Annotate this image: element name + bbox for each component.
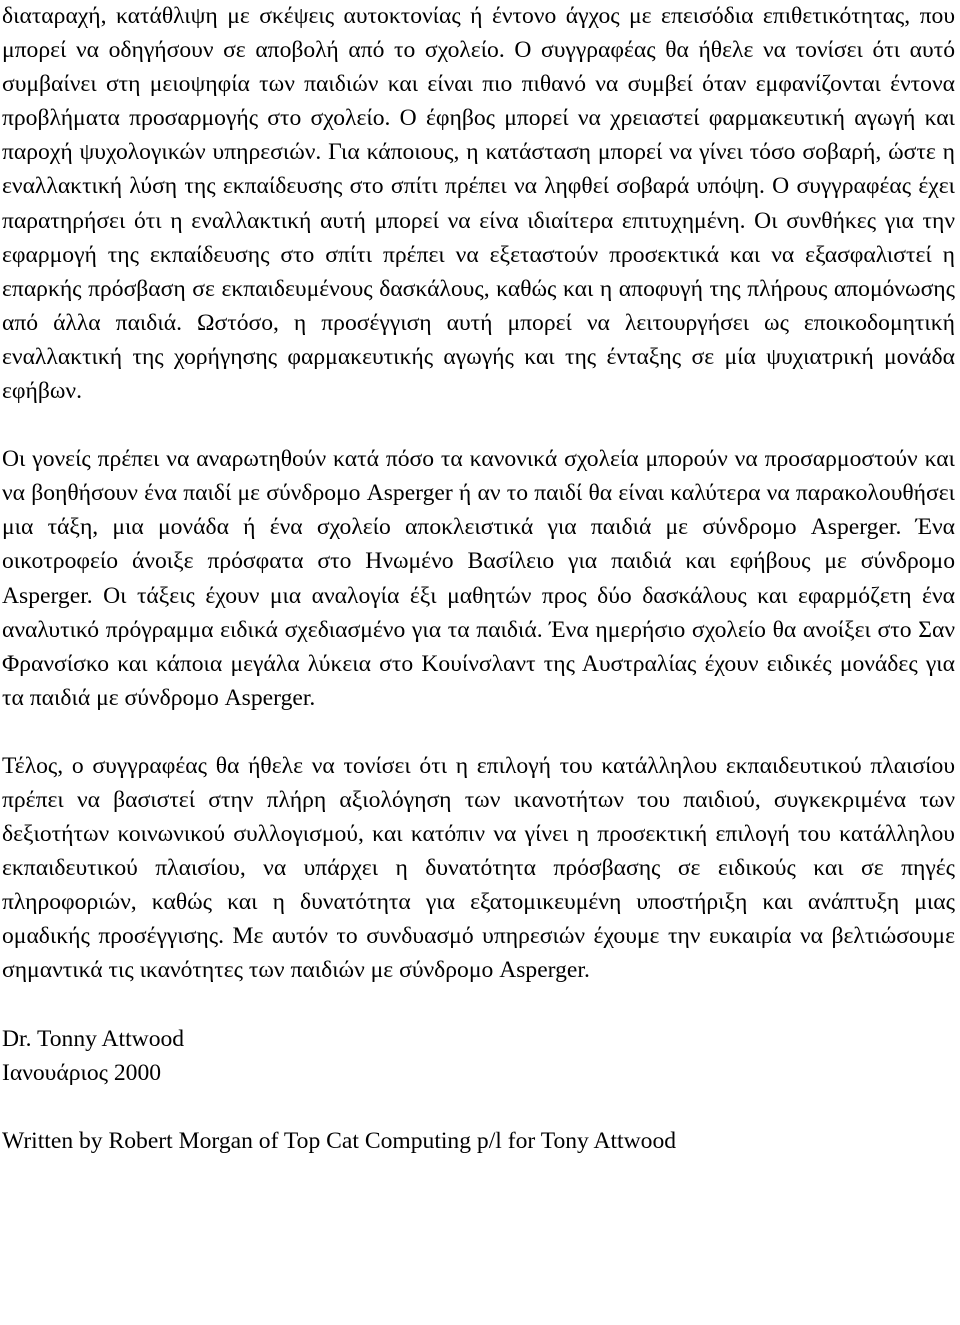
paragraph-2: Οι γονείς πρέπει να αναρωτηθούν κατά πόσο τα κανονικά σχολεία μπορούν να προσαρμοστούν και να βοηθήσουν ένα παιδί με σύνδρομο Asperger ή αν το παιδί θα είναι καλύτερα να παρακολουθήσει μια τάξη, μια μονάδα ή ένα σχολείο αποκλειστικά για παιδιά με σύνδρομο Asperger. Ένα οικοτροφείο άνοιξε πρόσφατα στο Ηνωμένο Βασίλειο για παιδιά και εφήβους με σύνδρομο Asperger. Οι τάξεις έχουν μια αναλογία έξι μαθητών προς δύο δασκάλους και εφαρμόζετη ένα αναλυτικό πρόγραμμα ειδικά σχεδιασμένο για τα παιδιά. Ένα ημερήσιο σχολείο θα ανοίξει στο Σαν Φρανσίσκο και κάποια μεγάλα λύκεια στο Κουίνσλαντ της Αυστραλίας έχουν ειδικές μονάδες για τα παιδιά με σύνδρομο Asperger.	[2, 446, 955, 711]
paragraph-gap	[2, 988, 955, 1022]
paragraph-gap	[2, 715, 955, 749]
paragraph-1: διαταραχή, κατάθλιψη με σκέψεις αυτοκτονίας ή έντονο άγχος με επεισόδια επιθετικότητας, που μπορεί να οδηγήσουν σε αποβολή από το σχολείο. Ο συγγραφέας θα ήθελε να τονίσει ότι αυτό συμβαίνει στη μειοψηφία των παιδιών και είναι πιο πιθανό να συμβεί όταν εμφανίζονται έντονα προβλήματα προσαρμογής στο σχολείο. Ο έφηβος μπορεί να χρειαστεί φαρμακευτική αγωγή και παροχή ψυχολογικών υπηρεσιών. Για κάποιους, η κατάσταση μπορεί να γίνει τόσο σοβαρή, ώστε η εναλλακτική λύση της εκπαίδευσης στο σπίτι πρέπει να ληφθεί σοβαρά υπόψη. Ο συγγραφέας έχει παρατηρήσει ότι η εναλλακτική αυτή μπορεί να είνα ιδιαίτερα επιτυχημένη. Οι συνθήκες για την εφαρμογή της εκπαίδευσης στο σπίτι πρέπει να εξεταστούν προσεκτικά και να εξασφαλιστεί η επαρκής πρόσβαση σε εκπαιδευμένους δασκάλους, καθώς και η αποφυγή της πλήρους απομόνωσης από άλλα παιδιά. Ωστόσο, η προσέγγιση αυτή μπορεί να λειτουργήσει ως εποικοδομητική εναλλακτική της χορήγησης φαρμακευτικής αγωγής και της ένταξης σε μία ψυχιατρική μονάδα εφήβων.	[2, 3, 955, 405]
paragraph-3: Τέλος, ο συγγραφέας θα ήθελε να τονίσει ότι η επιλογή του κατάλληλου εκπαιδευτικού πλαισίου πρέπει να βασιστεί στην πλήρη αξιολόγηση των ικανοτήτων του παιδιού, συγκεκριμένα των δεξιοτήτων κοινωνικού συλλογισμού, και κατόπιν να γίνει η προσεκτική επιλογή του κατάλληλου εκπαιδευτικού πλαισίου, να υπάρχει η δυνατότητα πρόσβασης σε ειδικούς και σε πηγές πληροφοριών, καθώς και η δυνατότητα για εξατομικευμένη υποστήριξη και ανάπτυξη μιας ομαδικής προσέγγισης. Με αυτόν το συνδυασμό υπηρεσιών έχουμε την ευκαιρία να βελτιώσουμε σημαντικά τις ικανότητες των παιδιών με σύνδρομο Asperger.	[2, 752, 955, 984]
credit-line: Written by Robert Morgan of Top Cat Computing p/l for Tony Attwood	[2, 1127, 677, 1154]
document-page	[2, 0, 955, 1158]
paragraph-gap	[2, 1090, 955, 1124]
author-date: Ιανουάριος 2000	[2, 1059, 162, 1086]
paragraph-gap	[2, 408, 955, 442]
author-name: Dr. Tonny Attwood	[2, 1025, 185, 1052]
